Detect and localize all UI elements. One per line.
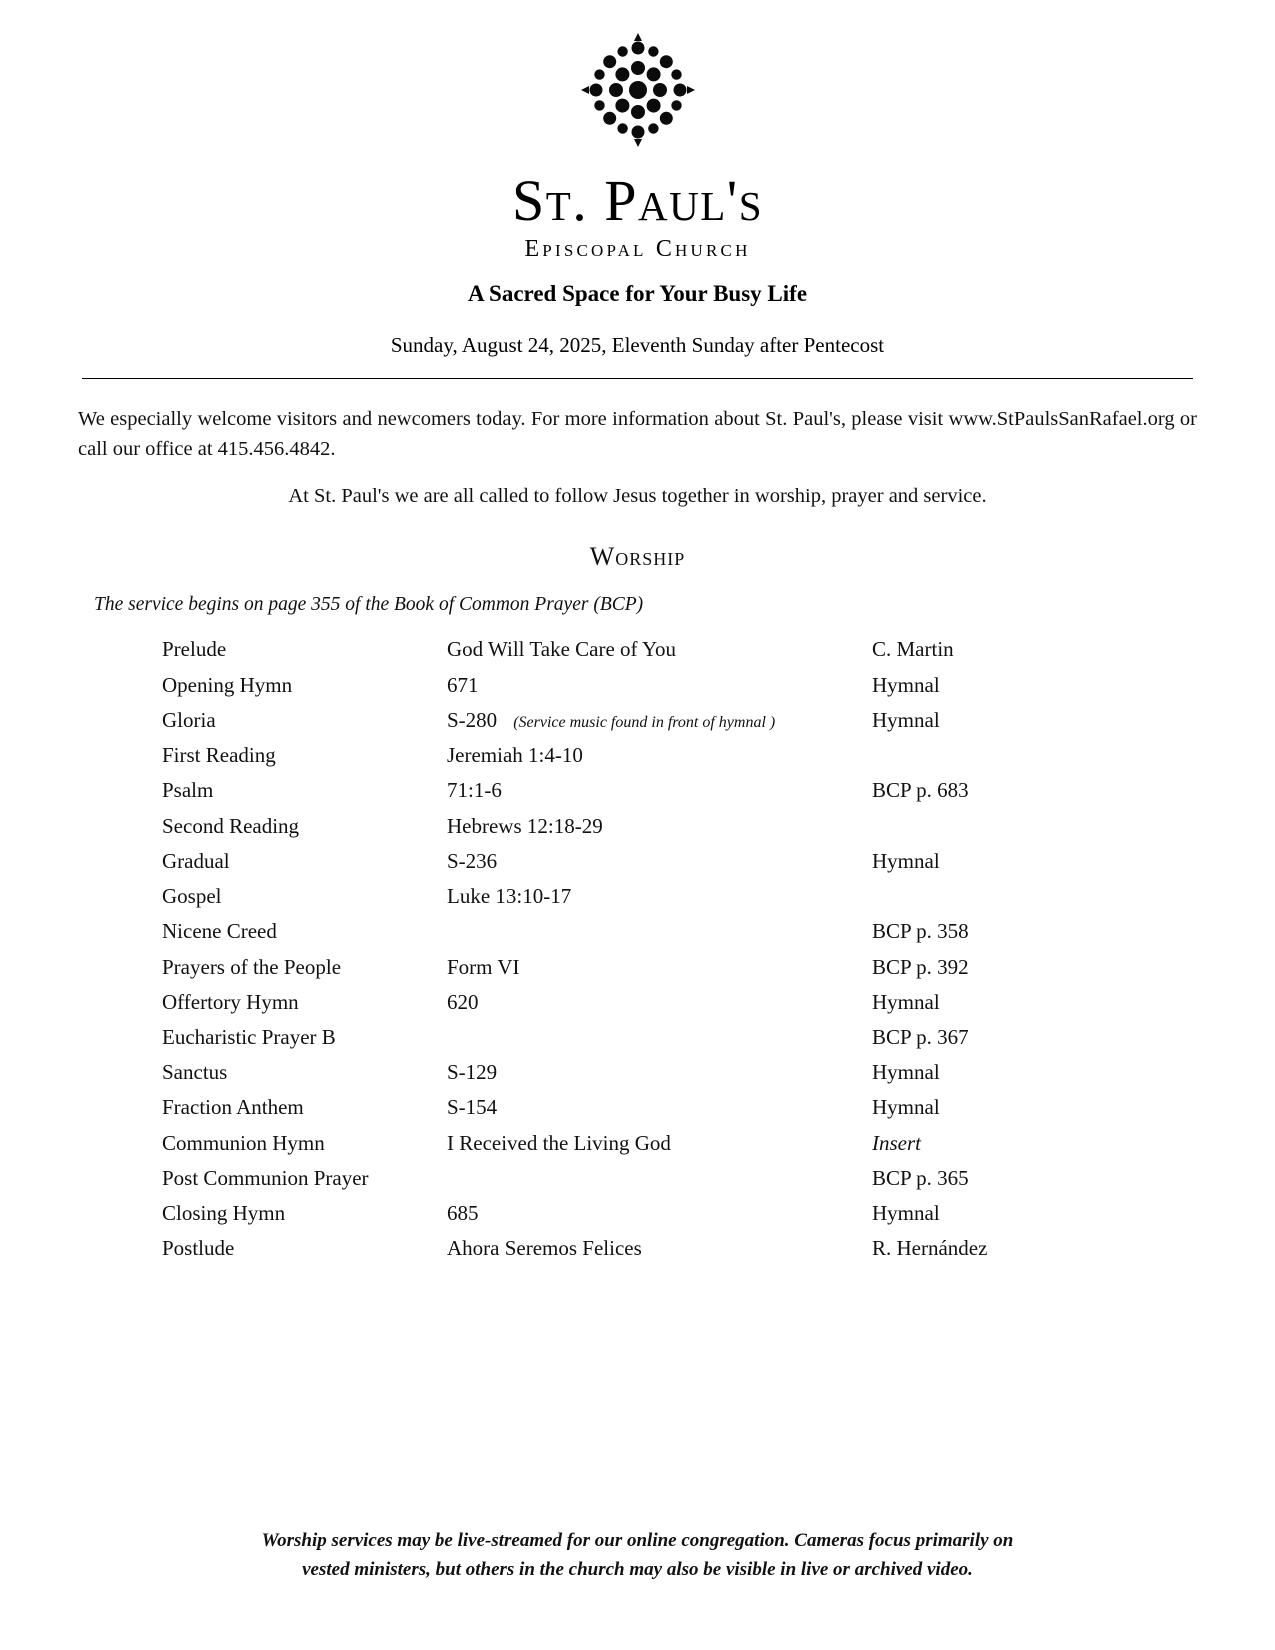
church-subtitle: Episcopal Church <box>524 236 751 262</box>
welcome-paragraph: We especially welcome visitors and newcomers today. For more information about St. Paul's, please visit www.StPaulsSanRafael.org or call our office at 415.456.4842. <box>78 408 1197 460</box>
service-item-detail-text: Ahora Seremos Felices <box>447 1236 642 1261</box>
service-item-detail <box>447 914 872 949</box>
service-item-name: Closing Hymn <box>162 1201 286 1226</box>
service-item-detail-text: 620 <box>447 989 479 1014</box>
worship-heading: Worship <box>589 541 686 571</box>
service-item-source: BCP p. 683 <box>872 778 969 803</box>
service-item-detail <box>447 773 872 808</box>
service-item-name: Eucharistic Prayer B <box>162 1025 336 1050</box>
service-item-name: Fraction Anthem <box>162 1095 304 1120</box>
service-item-source: Hymnal <box>872 848 940 873</box>
service-row <box>162 1020 1162 1055</box>
service-item-name: First Reading <box>162 743 276 768</box>
service-item-source: Insert <box>872 1130 921 1155</box>
service-item-source: Hymnal <box>872 707 940 732</box>
service-item-detail-text: S-236 <box>447 848 498 873</box>
footer-line-1: Worship services may be live-streamed for our online congregation. Cameras focus primarily on <box>261 1530 1014 1551</box>
service-row <box>162 879 1162 914</box>
service-item-name: Gradual <box>162 848 230 873</box>
service-row <box>162 1196 1162 1231</box>
bcp-note: The service begins on page 355 of the Book of Common Prayer (BCP) <box>94 593 644 615</box>
service-row <box>162 738 1162 773</box>
service-row <box>162 808 1162 843</box>
service-item-name: Opening Hymn <box>162 672 293 697</box>
service-row <box>162 1125 1162 1160</box>
service-item-source <box>872 738 1162 773</box>
service-item-name: Sanctus <box>162 1060 228 1085</box>
service-item-detail <box>447 949 872 984</box>
service-item-source: BCP p. 365 <box>872 1165 969 1190</box>
service-item-note: (Service music found in front of hymnal ) <box>513 713 776 731</box>
service-item-detail <box>447 702 872 737</box>
service-item-detail-text: S-280 <box>447 707 498 732</box>
service-item-detail <box>447 1090 872 1125</box>
service-row <box>162 667 1162 702</box>
service-item-detail <box>447 632 872 667</box>
church-name: St. Paul's <box>511 168 764 233</box>
service-item-detail-text: Form VI <box>447 954 520 979</box>
service-item-source: BCP p. 367 <box>872 1025 969 1050</box>
service-item-detail <box>447 1055 872 1090</box>
service-item-name: Post Communion Prayer <box>162 1165 369 1190</box>
service-item-source: Hymnal <box>872 1095 940 1120</box>
service-item-name: Second Reading <box>162 813 300 838</box>
service-item-name: Nicene Creed <box>162 919 277 944</box>
service-item-detail-text: 671 <box>447 672 479 697</box>
service-item-source: BCP p. 358 <box>872 919 969 944</box>
service-item-detail <box>447 1160 872 1195</box>
logo-container <box>72 0 1203 155</box>
service-row <box>162 914 1162 949</box>
mission-statement: At St. Paul's we are all called to follow Jesus together in worship, prayer and service. <box>288 484 987 507</box>
footer-note <box>0 1527 1275 1584</box>
service-item-name: Gloria <box>162 707 216 732</box>
service-item-detail-text: Hebrews 12:18-29 <box>447 813 603 838</box>
service-row <box>162 984 1162 1019</box>
service-item-detail <box>447 1231 872 1266</box>
service-item-name: Offertory Hymn <box>162 989 299 1014</box>
service-item-source: Hymnal <box>872 672 940 697</box>
service-row <box>162 702 1162 737</box>
service-row <box>162 949 1162 984</box>
service-item-source: Hymnal <box>872 1201 940 1226</box>
service-row <box>162 843 1162 878</box>
service-item-name: Gospel <box>162 884 222 909</box>
service-item-detail-text: S-129 <box>447 1060 498 1085</box>
service-item-source <box>872 879 1162 914</box>
service-item-source: R. Hernández <box>872 1236 988 1261</box>
service-item-detail <box>447 738 872 773</box>
service-item-source <box>872 808 1162 843</box>
service-item-detail-text: Luke 13:10-17 <box>447 884 572 909</box>
service-item-detail-text: 71:1-6 <box>447 778 502 803</box>
service-item-source: Hymnal <box>872 989 940 1014</box>
service-row <box>162 1055 1162 1090</box>
service-item-detail-text: God Will Take Care of You <box>447 637 677 662</box>
service-row <box>162 1090 1162 1125</box>
service-item-source: BCP p. 392 <box>872 954 969 979</box>
service-item-detail <box>447 1125 872 1160</box>
rosette-window-icon <box>578 30 698 150</box>
service-item-name: Postlude <box>162 1236 235 1261</box>
tagline: A Sacred Space for Your Busy Life <box>467 281 808 306</box>
service-item-detail <box>447 1196 872 1231</box>
service-item-detail <box>447 808 872 843</box>
service-item-detail <box>447 667 872 702</box>
service-item-name: Prelude <box>162 637 227 662</box>
footer-line-2: vested ministers, but others in the church may also be visible in live or archived video. <box>302 1558 973 1580</box>
service-item-detail-text: S-154 <box>447 1095 498 1120</box>
service-row <box>162 1231 1162 1266</box>
service-dateline: Sunday, August 24, 2025, Eleventh Sunday after Pentecost <box>390 333 885 357</box>
service-row <box>162 1160 1162 1195</box>
service-item-detail <box>447 843 872 878</box>
service-item-name: Psalm <box>162 778 214 803</box>
service-item-name: Prayers of the People <box>162 954 342 979</box>
service-item-detail <box>447 1020 872 1055</box>
service-item-source: Hymnal <box>872 1060 940 1085</box>
header-divider <box>82 378 1193 379</box>
service-item-detail <box>447 984 872 1019</box>
service-item-name: Communion Hymn <box>162 1130 325 1155</box>
service-item-detail-text: Jeremiah 1:4-10 <box>447 743 583 768</box>
service-item-source: C. Martin <box>872 637 954 662</box>
service-row <box>162 773 1162 808</box>
service-order-table <box>162 632 1162 1266</box>
service-item-detail-text: I Received the Living God <box>447 1130 671 1155</box>
service-row <box>162 632 1162 667</box>
service-item-detail <box>447 879 872 914</box>
service-item-detail-text: 685 <box>447 1201 479 1226</box>
